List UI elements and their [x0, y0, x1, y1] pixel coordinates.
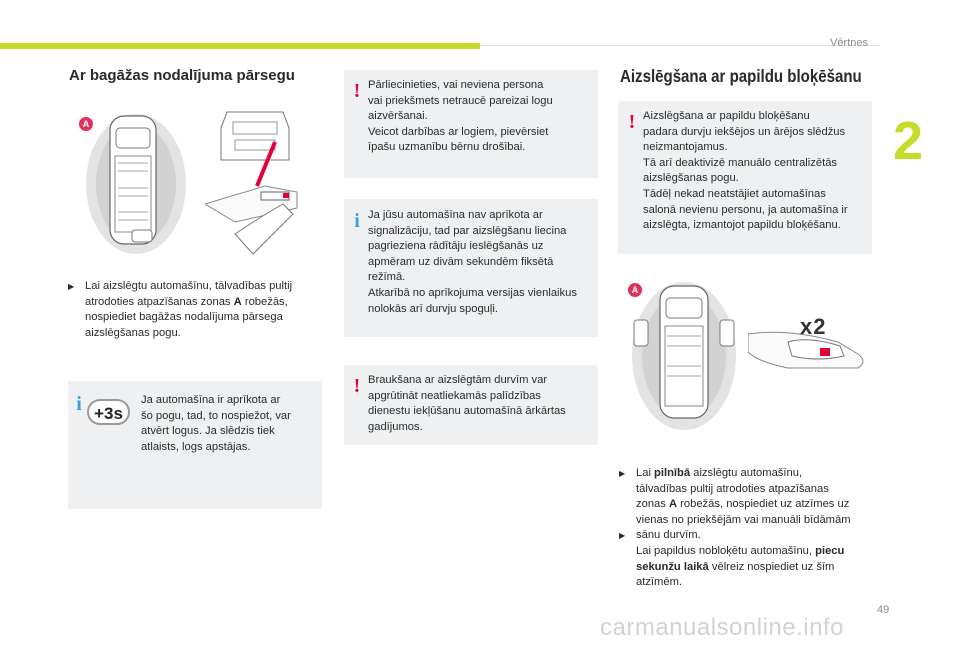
bullet-marker-icon: ▶: [619, 469, 626, 478]
right-heading: Aizslēgšana ar papildu bloķēšanu: [620, 66, 862, 86]
zone-a-badge: A: [628, 283, 642, 297]
deadlock-instruction-bullets: ▶ ▶ Lai pilnībā aizslēgtu automašīnu, tālvadības pultij atrodoties atpazīšanas zonas A robežās, nospiediet uz atzīmes uz vienas no priekšējām vai manuāli bīdāmām sānu durvīm. Lai papildus nobloķētu automašīnu, piecu sekunžu laikā vēlreiz nospiediet uz šīm atzīmēm.: [619, 467, 851, 589]
window-button-info-text: Ja automašīna ir aprīkota ar šo pogu, tad, to nospiežot, var atvērt logus. Ja slēdzis tiek atlaists, logs apstājas.: [141, 394, 291, 453]
double-press-label: x2: [800, 314, 827, 339]
warning-icon: !: [628, 111, 636, 133]
car-top-view-illustration: [80, 108, 192, 260]
page-number: 49: [877, 604, 890, 616]
bullet-marker-icon: ▶: [619, 531, 626, 540]
window-3s-badge: +3s: [87, 399, 130, 425]
header-rule: [480, 45, 880, 46]
warning-icon: !: [353, 375, 361, 397]
driving-warning-text: Braukšana ar aizslēgtām durvīm var apgrūtināt neatliekamās palīdzības dienestu iekļūšanu automašīnā ārkārtas gadījumos.: [368, 374, 566, 433]
chapter-number: 2: [893, 111, 924, 171]
lock-instruction-bullet: ▶ Lai aizslēgtu automašīnu, tālvadības pultij atrodoties atpazīšanas zonas A robežās, nospiediet bagāžas nodalījuma pārsega aizslēgšanas pogu.: [68, 280, 293, 339]
zone-a-badge: A: [79, 117, 93, 131]
car-top-view-illustration: [626, 276, 742, 434]
bullet-marker-icon: ▶: [68, 282, 75, 291]
info-icon: i: [354, 210, 360, 232]
deadlock-warning-text: Aizslēgšana ar papildu bloķēšanu padara durvju iekšējos un ārējos slēdžus neizmantojamus. Tā arī deaktivizē manuālo centralizētās aizslēgšanas pogu. Tādēļ nekad neatstājiet automašīnas salonā nevienu personu, ja automašīna ir aizslēgta, izmantojot papildu bloķēšanu.: [643, 110, 848, 232]
left-heading: Ar bagāžas nodalījuma pārsegu: [69, 67, 295, 84]
watermark: carmanualsonline.info: [600, 614, 844, 641]
header-accent-bar: [0, 43, 480, 49]
info-icon: i: [76, 393, 82, 415]
signal-info-text: Ja jūsu automašīna nav aprīkota ar signalizāciju, tad par aizslēgšanu liecina pagrieziena rādītāju ieslēgšanās uz apmēram uz divām sekundēm fiksētā režīmā. Atkarībā no aprīkojuma versijas vienlaikus nolokās arī durvju spoguļi.: [368, 209, 577, 315]
rear-door-button-illustration: [205, 104, 325, 264]
section-title: Vērtnes: [830, 37, 868, 49]
warning-icon: !: [353, 80, 361, 102]
windows-warning-text: Pārliecinieties, vai neviena persona vai priekšmets netraucē pareizai logu aizvēršanai. Veicot darbības ar logiem, pievērsiet īpašu uzmanību bērnu drošībai.: [368, 79, 553, 154]
